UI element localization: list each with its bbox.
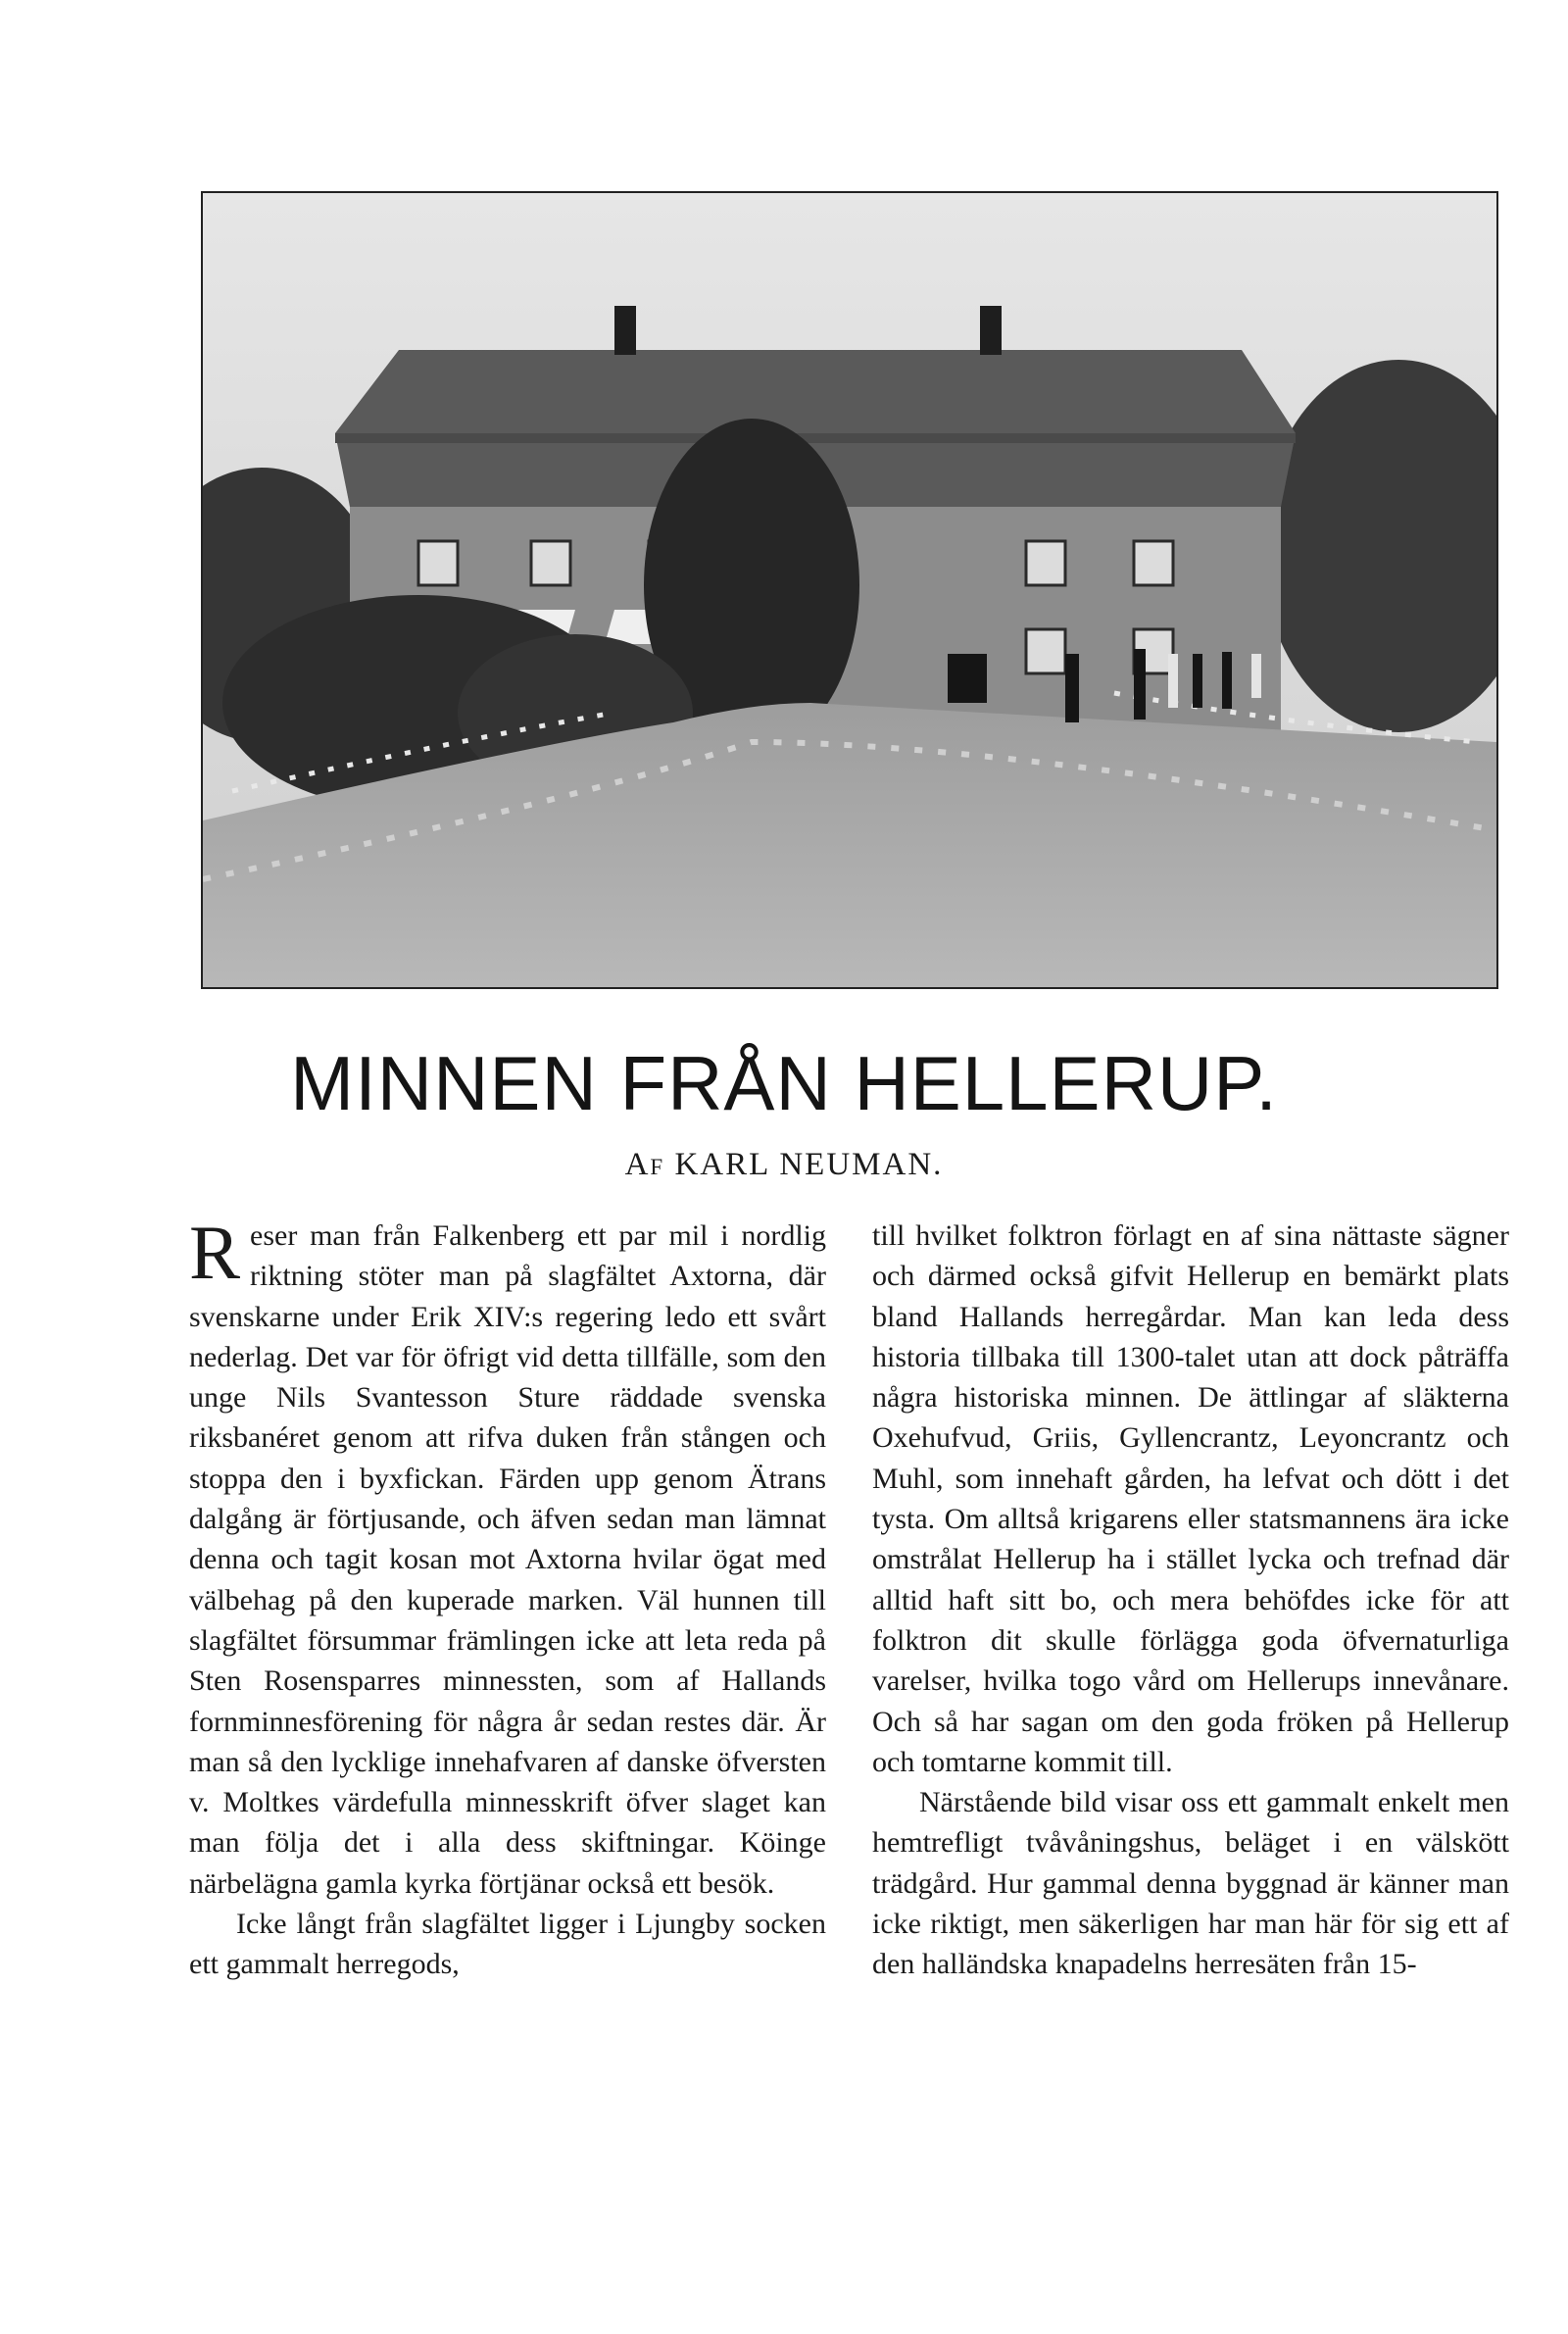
left-paragraph-1 bbox=[189, 1210, 826, 1904]
article-title: MINNEN FRÅN HELLERUP. bbox=[290, 1040, 1278, 1126]
author-name: KARL NEUMAN. bbox=[674, 1147, 944, 1182]
right-paragraph-1: till hvilket folktron förlagt en af sina nättaste sägner och därmed också gifvit Hellerup en bemärkt plats bland Hallands herregårdar. Man kan leda dess historia tillbaka till 1300-talet utan att dock påträffa några historiska minnen. De ättlingar af släkterna Oxehufvud, Griis, Gyllencrantz, Leyoncrantz och Muhl, som innehaft gården, ha lefvat och dött i det tysta. Om alltså krigarens eller statsmannens ära icke omstrålat Hellerup ha i stället lycka och trefnad där alltid haft sitt bo, och mera behöfdes icke för att folktron dit skulle förlägga goda öfvernaturliga varelser, hvilka togo vård om Hellerups innevånare. Och så har sagan om den goda fröken på Hellerup och tomtarne kommit till. bbox=[872, 1219, 1509, 1778]
drop-cap: R bbox=[189, 1210, 241, 1295]
right-paragraph-2: Närstående bild visar oss ett gammalt enkelt men hemtrefligt tvåvåningshus, beläget i en välskött trädgård. Hur gammal denna byggnad är känner man icke riktigt, men säkerligen har man här för sig ett af den halländska knapadelns herresäten från 15- bbox=[872, 1786, 1509, 1981]
right-column bbox=[872, 1216, 1509, 1985]
manor-house-illustration bbox=[203, 193, 1496, 987]
left-column bbox=[189, 1210, 826, 1985]
author-line bbox=[0, 1147, 1568, 1183]
left-paragraph-1-text: eser man från Falkenberg ett par mil i nordlig riktning stöter man på slagfältet Axtorna, där svenskarne under Erik XIV:s regering ledo ett svårt nederlag. Det var för öfrigt vid detta tillfälle, som den unge Nils Svantesson Sture räddade svenska riksbanéret genom att rifva duken från stången och stoppa den i byxfickan. Färden upp genom Ätrans dalgång är förtjusande, och äfven sedan man lämnat denna och tagit kosan mot Axtorna hvilar ögat med välbehag på den kuperade marken. Väl hunnen till slagfältet försummar främlingen icke att leta reda på Sten Rosensparres minnessten, som af Hallands fornminnesförening för några år sedan restes där. Är man så den lycklige innehafvaren af danske öfversten v. Moltkes värdefulla minnesskrift öfver slaget kan man följa det i alla dess skiftningar. Köinge närbelägna gamla kyrka förtjänar också ett besök. bbox=[189, 1219, 826, 1900]
author-prefix: Af bbox=[624, 1147, 665, 1182]
manor-photograph bbox=[201, 191, 1498, 989]
left-paragraph-2: Icke långt från slagfältet ligger i Ljungby socken ett gammalt herregods, bbox=[189, 1908, 826, 1981]
